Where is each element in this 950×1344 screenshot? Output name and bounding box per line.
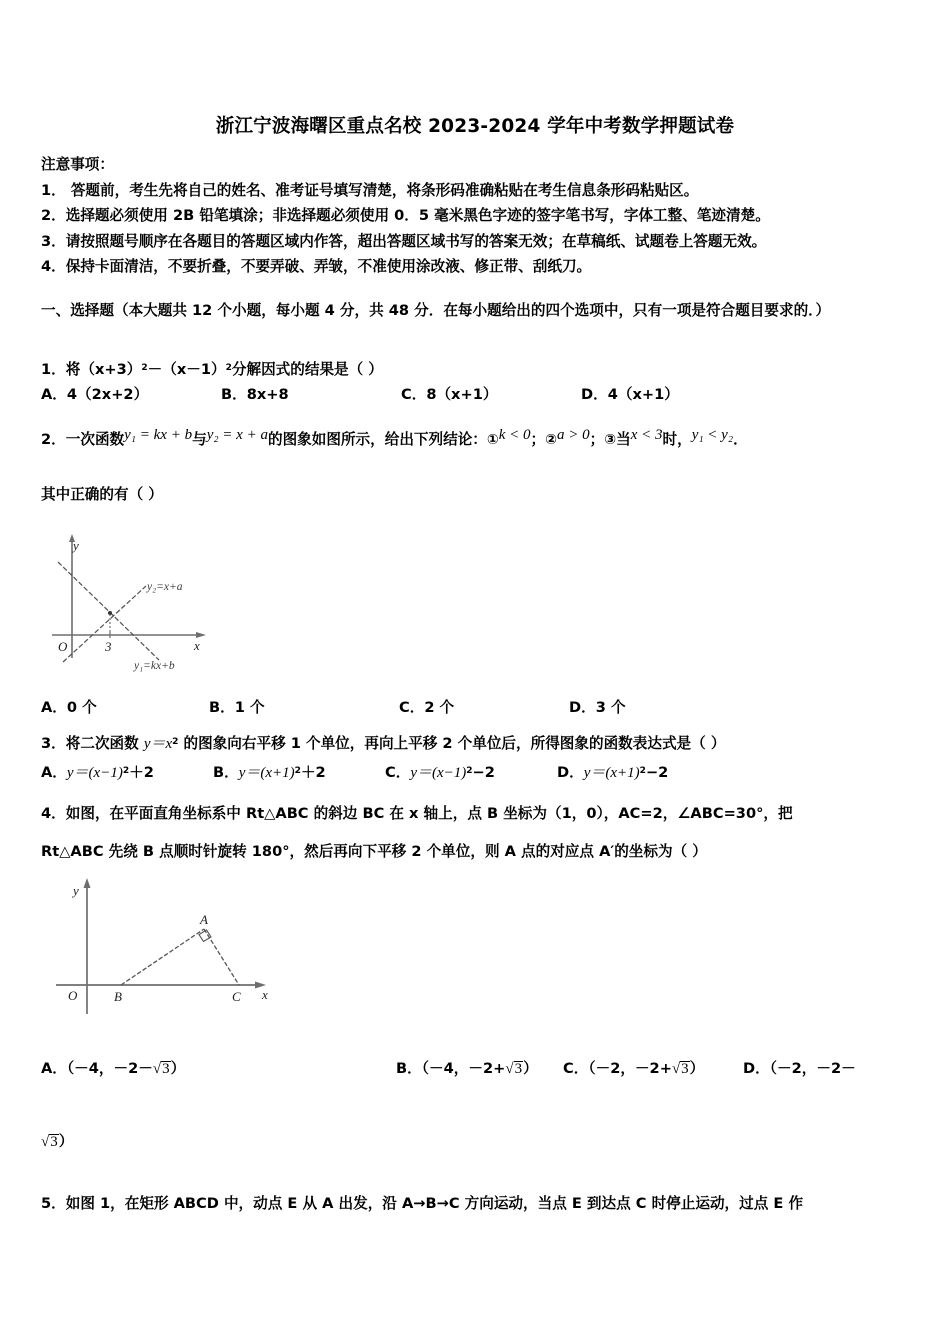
notice-item-2: 2．选择题必须使用 2B 铅笔填涂；非选择题必须使用 0．5 毫米黑色字迹的签字笔书写，字体工整、笔迹清楚。 xyxy=(41,207,770,224)
question-4-option-a[interactable] xyxy=(41,1057,396,1078)
question-3-options xyxy=(41,761,921,782)
question-4-option-c[interactable] xyxy=(563,1057,743,1078)
x-axis-label: x xyxy=(262,987,268,1002)
question-1-exponent-2: 2 xyxy=(225,363,232,373)
option-text: 2 个 xyxy=(424,699,455,716)
option-label: C． xyxy=(399,699,425,716)
question-2-separator-1: ； xyxy=(530,431,546,448)
option-label: D． xyxy=(557,764,584,781)
figure-linear-functions-graph xyxy=(46,528,246,673)
question-2-condition-3-tail: y₁ < y₂ xyxy=(691,427,734,443)
option-label: B． xyxy=(213,764,239,781)
option-tail: −2 xyxy=(645,764,669,781)
question-2-conjunction: 与 xyxy=(192,431,207,448)
question-3-exponent: 2 xyxy=(172,737,179,747)
option-label: A． xyxy=(41,764,67,781)
question-4-option-d[interactable] xyxy=(743,1057,856,1078)
question-4-options-row-1 xyxy=(41,1057,921,1078)
question-2-mid-text: 的图象如图所示，给出下列结论： xyxy=(267,431,487,448)
x-axis-label: x xyxy=(194,638,200,653)
question-1-options xyxy=(41,383,921,404)
label-line-y2: y₂=x+a xyxy=(147,581,183,593)
option-suffix: ） xyxy=(58,1133,74,1150)
question-2-marker-3: ③ xyxy=(604,432,617,448)
radicand: 3 xyxy=(681,1061,689,1077)
option-tail: ＋2 xyxy=(129,764,154,781)
question-4-stem-line-2 xyxy=(41,838,917,865)
question-2-period: ． xyxy=(733,431,748,448)
radicand: 3 xyxy=(514,1061,523,1077)
option-label: D． xyxy=(569,699,596,716)
question-4-stem-line-1 xyxy=(41,800,917,827)
option-text: 0 个 xyxy=(66,699,97,716)
question-1-text-before: 将（x+3） xyxy=(65,360,142,378)
option-text: 4（x+1） xyxy=(607,386,679,403)
option-text: 3 个 xyxy=(595,699,626,716)
radicand: 3 xyxy=(162,1061,170,1077)
question-2-condition-3: x < 3 xyxy=(630,427,663,443)
question-5-number: 5． xyxy=(41,1195,66,1212)
linear-functions-svg xyxy=(46,528,246,673)
option-expr: y＝(x−1) xyxy=(66,765,123,781)
segment-AC xyxy=(204,929,239,985)
question-2-number: 2． xyxy=(41,431,66,448)
segment-BA xyxy=(121,929,204,985)
question-1-text-after: 分解因式的结果是（ ） xyxy=(231,360,383,378)
question-4-option-d-continuation xyxy=(41,1130,921,1151)
vertex-label-a: A xyxy=(200,912,208,927)
sqrt-icon: √3 xyxy=(505,1061,523,1077)
option-exponent: 2 xyxy=(466,766,473,777)
option-label: B． xyxy=(221,386,247,403)
option-exponent: 2 xyxy=(639,766,646,777)
radicand: 3 xyxy=(50,1134,58,1150)
question-1-number: 1． xyxy=(41,360,66,378)
option-label: A． xyxy=(41,699,67,716)
notice-block xyxy=(41,152,911,280)
question-2-marker-2: ② xyxy=(545,432,557,448)
question-4-line-1: 如图，在平面直角坐标系中 Rt△ABC 的斜边 BC 在 x 轴上，点 B 坐标为（1，0），AC=2，∠ABC=30°，把 xyxy=(65,805,793,822)
question-4-option-b[interactable] xyxy=(396,1057,563,1078)
question-1-text-mid: －（x－1） xyxy=(147,360,226,378)
option-tail: −2 xyxy=(472,764,495,781)
option-label: A． xyxy=(41,386,67,403)
option-exponent: 2 xyxy=(294,766,301,777)
question-2-marker-1: ① xyxy=(486,432,499,448)
question-2-option-c[interactable] xyxy=(399,696,569,717)
option-expr: y＝(x+1) xyxy=(238,765,295,781)
question-3-number: 3． xyxy=(41,734,66,752)
option-label: C． xyxy=(385,764,411,781)
question-4-number: 4． xyxy=(41,805,66,822)
sqrt-icon: √3 xyxy=(671,1061,689,1077)
question-2-options xyxy=(41,696,921,717)
y-axis-arrow xyxy=(84,878,91,888)
option-text: 8（x+1） xyxy=(426,386,498,403)
option-tail: ＋2 xyxy=(300,764,326,781)
question-3-option-a[interactable] xyxy=(41,761,213,782)
option-label: D． xyxy=(743,1060,770,1077)
option-suffix: ） xyxy=(689,1060,705,1077)
question-3-expression: y＝x xyxy=(143,735,173,752)
question-2-condition-1: k < 0 xyxy=(498,427,531,443)
option-text: 1 个 xyxy=(234,699,265,716)
option-label: C． xyxy=(563,1060,589,1077)
option-label: B． xyxy=(209,699,235,716)
notice-heading: 注意事项： xyxy=(41,156,114,173)
question-2-option-b[interactable] xyxy=(209,696,399,717)
section-heading-multiple-choice: 一、选择题（本大题共 12 个小题，每小题 4 分，共 48 分．在每小题给出的四个选项中，只有一项是符合题目要求的．） xyxy=(41,302,831,319)
sqrt-icon: √3 xyxy=(152,1061,170,1077)
option-prefix: （－4，－2－ xyxy=(66,1060,153,1077)
option-prefix: （－4，－2+ xyxy=(421,1060,506,1077)
option-text: 4（2x+2） xyxy=(66,386,149,403)
question-1-option-a[interactable] xyxy=(41,383,221,404)
question-2-stem xyxy=(41,426,917,454)
option-label: C． xyxy=(401,386,427,403)
tick-label-3: 3 xyxy=(105,639,112,654)
right-triangle-svg xyxy=(56,872,286,1017)
sqrt-icon: √3 xyxy=(41,1134,58,1150)
question-2-word-then: 时， xyxy=(662,431,692,448)
option-prefix: （－2，－2+ xyxy=(588,1060,672,1077)
question-4-line-2-text: Rt△ABC 先绕 B 点顺时针旋转 180°，然后再向下平移 2 个单位，则 A 点的对应点 A′的坐标为（ ） xyxy=(41,843,707,860)
question-2-option-a[interactable] xyxy=(41,696,209,717)
question-5-stem xyxy=(41,1190,917,1217)
question-1-option-d[interactable] xyxy=(581,383,679,404)
page-title: 浙江宁波海曙区重点名校 2023-2024 学年中考数学押题试卷 xyxy=(215,116,735,137)
question-3-option-d[interactable] xyxy=(557,761,668,782)
question-2-tail-line xyxy=(41,481,917,508)
origin-label: O xyxy=(58,639,68,654)
option-exponent: 2 xyxy=(122,766,130,777)
question-3-text-b: 的图象向右平移 1 个单位，再向上平移 2 个单位后，所得图象的函数表达式是（ ） xyxy=(178,734,726,752)
notice-item-4: 4．保持卡面清洁，不要折叠，不要弄破、弄皱，不准使用涂改液、修正带、刮纸刀。 xyxy=(41,258,592,275)
question-2-function-1: y₁ = kx + b xyxy=(124,427,193,443)
y-axis-label: y xyxy=(73,883,79,898)
question-3-option-b[interactable] xyxy=(213,761,385,782)
option-suffix: ） xyxy=(523,1060,538,1077)
option-label: A． xyxy=(41,1060,67,1077)
option-label: D． xyxy=(581,386,608,403)
option-suffix: ） xyxy=(170,1060,186,1077)
question-2-function-2: y₂ = x + a xyxy=(206,427,268,443)
question-2-condition-2: a > 0 xyxy=(557,427,590,443)
origin-label: O xyxy=(68,988,78,1003)
question-1-exponent-1: 2 xyxy=(141,363,148,373)
option-label: B． xyxy=(396,1060,422,1077)
notice-item-1: 1． 答题前，考生先将自己的姓名、准考证号填写清楚，将条形码准确粘贴在考生信息条形码粘贴区。 xyxy=(41,181,699,199)
option-expr: y＝(x−1) xyxy=(410,765,467,781)
vertex-label-b: B xyxy=(114,989,122,1004)
question-2-separator-2: ； xyxy=(589,431,605,448)
question-1-stem xyxy=(41,355,917,383)
label-line-y1: y₁=kx+b xyxy=(134,660,175,672)
question-1-option-c[interactable] xyxy=(401,383,581,404)
question-1-option-b[interactable] xyxy=(221,383,401,404)
notice-item-3: 3．请按照题号顺序在各题目的答题区域内作答，超出答题区域书写的答案无效；在草稿纸、试题卷上答题无效。 xyxy=(41,232,767,250)
vertex-label-c: C xyxy=(232,989,241,1004)
option-expr: y＝(x+1) xyxy=(583,765,640,781)
figure-right-triangle-graph xyxy=(56,872,286,1017)
question-3-text-a: 将二次函数 xyxy=(65,734,144,752)
question-2-tail-text: 其中正确的有（ ） xyxy=(41,486,163,503)
option-prefix: （－2，－2－ xyxy=(769,1060,856,1077)
question-3-stem xyxy=(41,729,917,758)
question-2-option-d[interactable] xyxy=(569,696,626,717)
y-axis-label: y xyxy=(73,538,79,553)
question-2-lead: 一次函数 xyxy=(65,431,125,448)
question-2-word-when: 当 xyxy=(616,431,631,448)
question-5-line-1: 如图 1，在矩形 ABCD 中，动点 E 从 A 出发，沿 A→B→C 方向运动，当点 E 到达点 C 时停止运动，过点 E 作 xyxy=(65,1195,804,1212)
option-text: 8x+8 xyxy=(246,386,289,403)
question-3-option-c[interactable] xyxy=(385,761,557,782)
